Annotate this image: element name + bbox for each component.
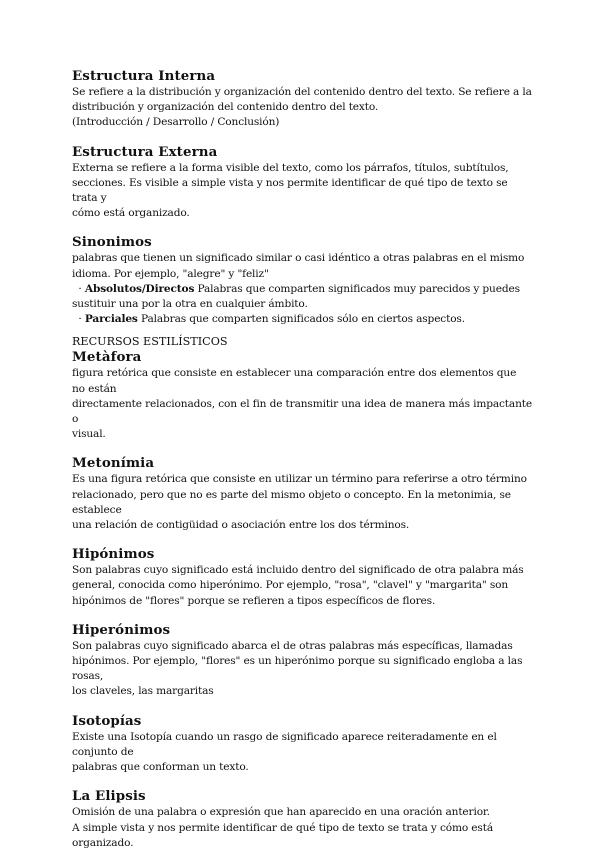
paragraph-line: cómo está organizado. [72, 207, 190, 220]
paragraph-line: A simple vista y nos permite identificar de qué tipo de texto se trata y cómo está organizado. [72, 821, 493, 849]
section-title: Metàfora [72, 349, 142, 366]
paragraph-line: Omisión de una palabra o expresión que han aparecido en una oración anterior. [72, 806, 490, 819]
section-isotopias [72, 713, 532, 776]
paragraph-line: hipónimos. Por ejemplo, "flores" es un hiperónimo porque su significado engloba a las rosas, [72, 655, 523, 683]
paragraph-line: Son palabras cuyo significado abarca el de otras palabras más específicas, llamadas [72, 639, 513, 652]
section-title: Estructura Externa [72, 143, 218, 160]
section-title: Isotopías [72, 712, 142, 729]
paragraph-line: sustituir una por la otra en cualquier ámbito. [72, 298, 308, 311]
section-title: Sinonimos [72, 234, 152, 251]
section-metonimia [72, 455, 532, 533]
section-elipsis [72, 788, 532, 851]
paragraph-line: hipónimos de "flores" porque se refieren a tipos específicos de flores. [72, 594, 436, 607]
section-title: Metonímia [72, 455, 155, 472]
term-label: Absolutos/Directos [84, 282, 195, 295]
paragraph-line: figura retórica que consiste en establecer una comparación entre dos elementos que no están [72, 367, 517, 395]
recursos-heading: RECURSOS ESTILÍSTICOS [72, 335, 228, 349]
section-title: Hiperónimos [72, 621, 171, 638]
paragraph-line: palabras que tienen un significado similar o casi idéntico a otras palabras en el mismo [72, 252, 525, 265]
section-hiponimos [72, 546, 532, 609]
section-title: La Elipsis [72, 788, 146, 805]
term-label: Parciales [84, 313, 138, 326]
paragraph-line: palabras que conforman un texto. [72, 761, 249, 774]
section-estructura-interna [72, 68, 532, 131]
list-item-parciales [72, 312, 532, 327]
section-metafora [72, 349, 532, 442]
paragraph-line: Externa se refiere a la forma visible del texto, como los párrafos, títulos, subtítulos, [72, 161, 509, 174]
paragraph-line: visual. [72, 428, 106, 441]
paragraph-line: una relación de contigüidad o asociación entre los dos términos. [72, 519, 410, 532]
section-estructura-externa [72, 144, 532, 222]
term-text: Palabras que comparten significados muy parecidos y puedes [194, 282, 520, 295]
paragraph-line: idioma. Por ejemplo, "alegre" y "feliz" [72, 267, 269, 280]
paragraph-line: secciones. Es visible a simple vista y nos permite identificar de qué tipo de texto se trata y [72, 176, 508, 205]
paragraph-line: distribución y organización del contenido dentro del texto. [72, 101, 379, 114]
paragraph-line: Son palabras cuyo significado está incluido dentro del significado de otra palabra más [72, 564, 524, 577]
bullet: · [72, 282, 85, 295]
paragraph-line: (Introducción / Desarrollo / Conclusión) [72, 116, 280, 129]
section-title: Hipónimos [72, 546, 155, 563]
paragraph-line: directamente relacionados, con el fin de transmitir una idea de manera más impactante o [72, 397, 532, 426]
document-page [72, 68, 532, 864]
section-recursos [72, 334, 532, 349]
paragraph-line: los claveles, las margaritas [72, 685, 214, 698]
paragraph-line: Es una figura retórica que consiste en utilizar un término para referirse a otro término [72, 473, 527, 486]
paragraph-line: Se refiere a la distribución y organización del contenido dentro del texto. Se refiere a la [72, 86, 532, 98]
section-hiperonimos [72, 622, 532, 700]
section-title: Estructura Interna [72, 68, 216, 84]
list-item-absolutos [72, 282, 532, 297]
paragraph-line: general, conocida como hiperónimo. Por ejemplo, "rosa", "clavel" y "margarita" son [72, 579, 509, 592]
paragraph-line: relacionado, pero que no es parte del mismo objeto o concepto. En la metonimia, se establece [72, 488, 511, 516]
section-sinonimos [72, 234, 532, 327]
bullet: · [72, 313, 85, 326]
term-text: Palabras que comparten significados sólo en ciertos aspectos. [137, 313, 465, 326]
paragraph-line: Existe una Isotopía cuando un rasgo de significado aparece reiteradamente en el conjunto de [72, 730, 497, 758]
